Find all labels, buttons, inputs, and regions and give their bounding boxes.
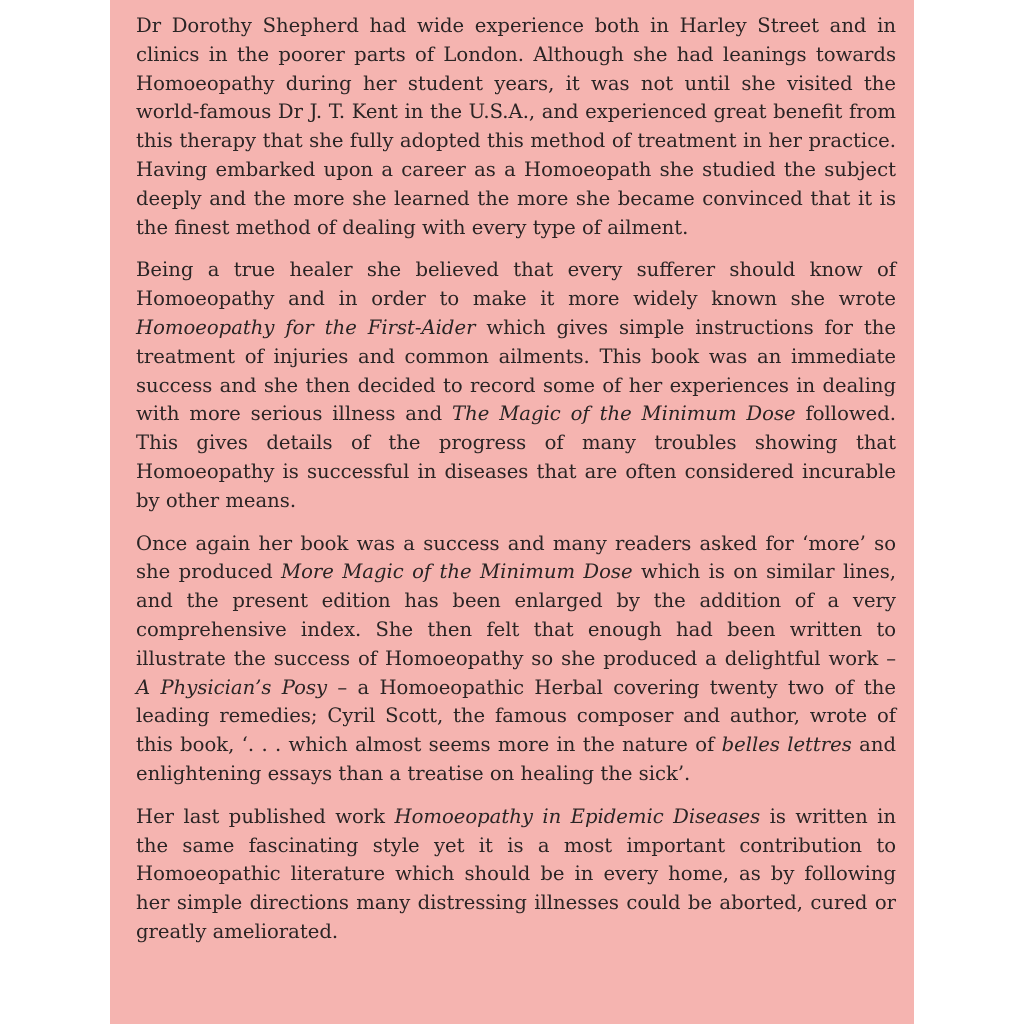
paragraph <box>136 530 896 789</box>
text-segment: which is on similar lines, and the present edition has been enlarged by the addition of a very comprehensive index. She then felt that enough had been written to illustrate the success of Homoeopathy so she produced a delightful work – <box>136 560 896 670</box>
text-segment: is written in the same fascinating style yet it is a most important contribution to Homoeopathic literature which should be in every home, as by following her simple directions many distressing illnesses could be aborted, cured or greatly ameliorated. <box>136 804 897 943</box>
text-segment: Once again her book was a success and many readers asked for ‘more’ so she produced <box>136 531 896 584</box>
text-segment: and enlightening essays than a treatise on healing the sick’. <box>136 733 896 785</box>
book-title-italic: Homoeopathy for the First-Aider <box>136 315 476 339</box>
paragraph <box>136 256 896 515</box>
book-jacket-text-panel <box>110 0 914 1024</box>
text-segment: Being a true healer she believed that every sufferer should know of Homoeopathy and in order to make it more widely known she wrote <box>136 258 896 311</box>
book-title-italic: Homoeopathy in Epidemic Diseases <box>394 804 761 828</box>
book-title-italic: More Magic of the Minimum Dose <box>281 560 633 584</box>
paragraph <box>136 12 896 242</box>
book-title-italic: A Physician’s Posy <box>136 675 328 699</box>
text-segment: followed. This gives details of the progress of many troubles showing that Homoeopathy is successful in diseases that are often considered incurable by other means. <box>136 402 896 512</box>
text-segment: Dr Dorothy Shepherd had wide experience both in Harley Street and in clinics in the poorer parts of London. Although she had leanings towards Homoeopathy during her student years, it was not until she visited the world-famous Dr J. T. Kent in the U.S.A., and experienced great benefit from this therapy that she fully adopted this method of treatment in her practice. Having embarked upon a career as a Homoeopath she studied the subject deeply and the more she learned the more she became convinced that it is the finest method of dealing with every type of ailment. <box>136 14 896 239</box>
book-title-italic: belles lettres <box>721 733 852 757</box>
text-segment: – a Homoeopathic Herbal covering twenty two of the leading remedies; Cyril Scott, the famous composer and author, wrote of this book, ‘. . . which almost seems more in the nature of <box>136 675 896 757</box>
text-segment: which gives simple instructions for the treatment of injuries and common ailments. This book was an immediate success and she then decided to record some of her experiences in dealing with more serious illness and <box>136 315 896 426</box>
paragraph <box>136 803 896 947</box>
book-title-italic: The Magic of the Minimum Dose <box>452 402 796 426</box>
text-segment: Her last published work <box>136 804 395 828</box>
